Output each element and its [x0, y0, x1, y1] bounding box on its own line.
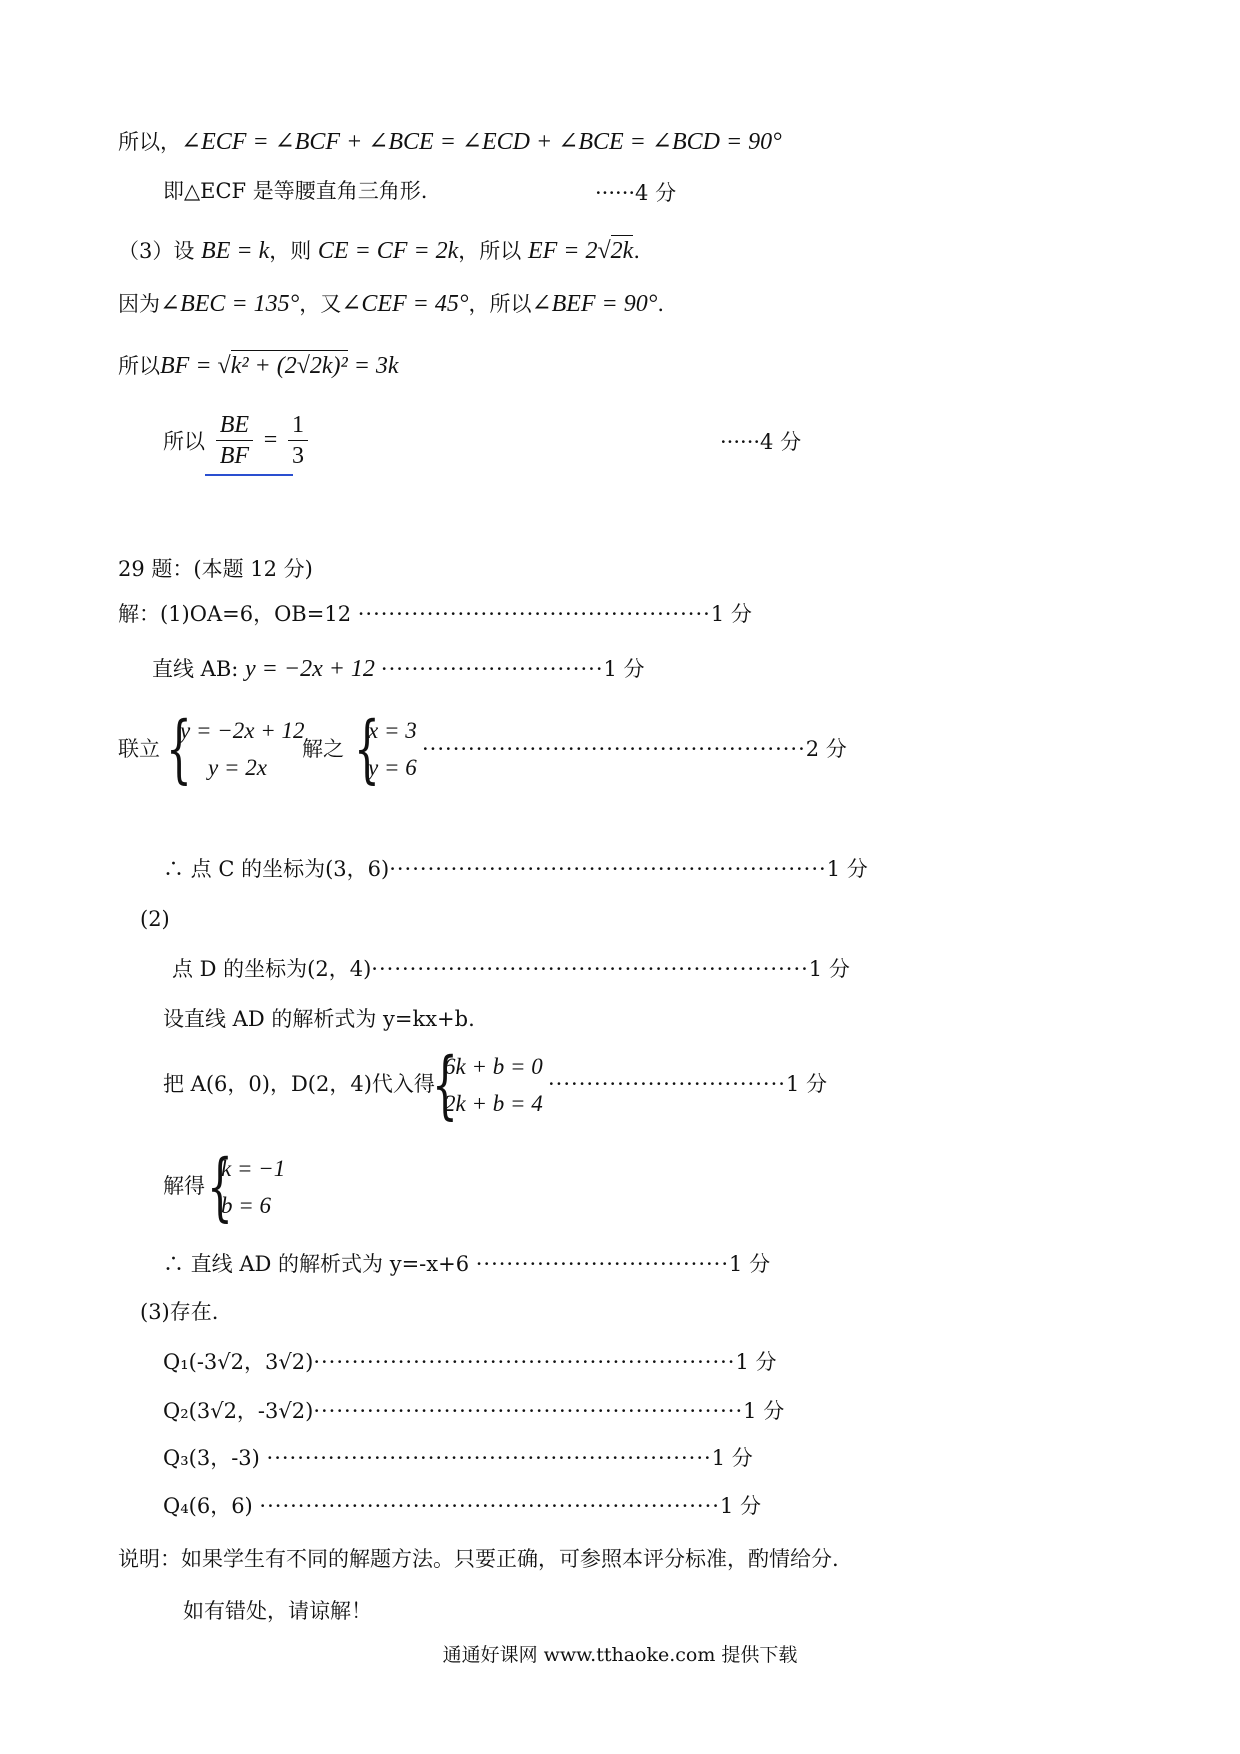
system-row: 6k + b = 0 — [444, 1054, 543, 1079]
points-label: ······4 分 — [595, 181, 677, 205]
point-q4: Q₄(6，6) ····························································1 分 — [163, 1494, 761, 1518]
system-row: y = 6 — [368, 755, 417, 780]
system-row: x = 3 — [368, 718, 417, 743]
part3-exists: (3)存在. — [140, 1300, 219, 1324]
isoceles-conclusion: 即△ECF 是等腰直角三角形. — [163, 179, 428, 203]
line-ab: 直线 AB: y = −2x + 12 ·····························1 分 — [152, 656, 645, 682]
footer-credit: 通通好课网 www.tthaoke.com 提供下载 — [442, 1644, 798, 1666]
brace-left: { — [354, 706, 380, 792]
question-29-header: 29 题：(本题 12 分) — [118, 557, 313, 581]
system-row: k = −1 — [221, 1156, 286, 1181]
part3-setup: （3）设 BE = k，则 CE = CF = 2k，所以 EF = 2√2k. — [118, 235, 640, 265]
points-label: ·······························1 分 — [548, 1072, 827, 1096]
point-c-coords: ∴ 点 C 的坐标为(3，6)·························································1 分 — [163, 857, 868, 881]
system-label-lianli: 联立 — [118, 737, 160, 761]
q29-part1: 解：(1)OA=6，OB=12 ··············································1 分 — [118, 602, 752, 626]
system-row: y = 2x — [208, 755, 267, 780]
brace-left: { — [207, 1144, 233, 1230]
points-label: ··················································2 分 — [422, 737, 847, 761]
brace-left: { — [166, 706, 192, 792]
ratio-line: 所以 $\frac{BE}{BF}$ = $\frac{1}{3}$ — [163, 410, 312, 471]
angle-bec-line: 因为∠BEC = 135°，又∠CEF = 45°，所以∠BEF = 90°. — [118, 291, 665, 317]
point-q2: Q₂(3√2，-3√2)························································1 分 — [163, 1399, 785, 1423]
system-row: y = −2x + 12 — [180, 718, 305, 743]
part2-label: (2) — [140, 907, 170, 931]
point-q1: Q₁(-3√2，3√2)·······················································1 分 — [163, 1350, 777, 1374]
line-ad-assume: 设直线 AD 的解析式为 y=kx+b. — [163, 1007, 475, 1031]
point-d-coords: 点 D 的坐标为(2，4)·························································1 分 — [172, 957, 850, 981]
brace-left: { — [432, 1042, 458, 1128]
points-label: ······4 分 — [720, 430, 802, 454]
solve-label: 解之 — [302, 737, 344, 761]
system-row: 2k + b = 4 — [444, 1091, 543, 1116]
angle-sum-line: 所以，∠ECF = ∠BCF + ∠BCE = ∠ECD + ∠BCE = ∠BCD = 90° — [118, 129, 782, 155]
blue-underline — [205, 474, 293, 476]
fraction-be-bf: $\frac{BE}{BF}$ — [216, 410, 253, 471]
substitute-label: 把 A(6，0)，D(2，4)代入得 — [163, 1072, 435, 1096]
fraction-one-third: $\frac{1}{3}$ — [288, 410, 308, 471]
note-line: 说明：如果学生有不同的解题方法。只要正确，可参照本评分标准，酌情给分. — [118, 1547, 839, 1571]
system-row: b = 6 — [221, 1193, 272, 1218]
solve-result-label: 解得 — [163, 1174, 205, 1198]
bf-line: 所以BF = √k² + (2√2k)² = 3k — [118, 350, 399, 380]
point-q3: Q₃(3，-3) ··························································1 分 — [163, 1446, 753, 1470]
note-apology: 如有错处，请谅解！ — [183, 1599, 372, 1623]
line-ad-result: ∴ 直线 AD 的解析式为 y=-x+6 ·································1 分 — [163, 1252, 771, 1276]
